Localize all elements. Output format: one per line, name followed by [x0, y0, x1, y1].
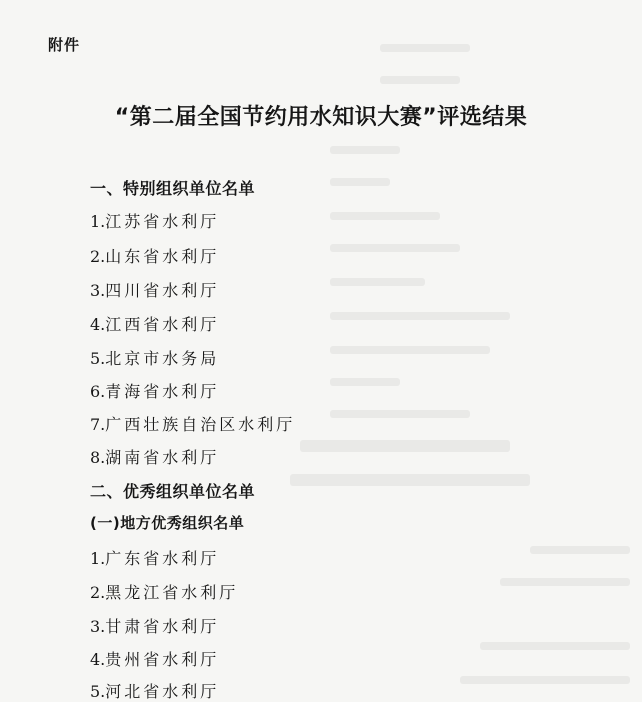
list-item	[90, 278, 219, 301]
list-item-number: 3.	[90, 617, 106, 636]
list-item	[90, 312, 219, 335]
list-item-number: 8.	[90, 448, 106, 467]
list-item-name: 江苏省水利厅	[105, 212, 220, 231]
list-item	[90, 445, 219, 468]
list-item-name: 山东省水利厅	[105, 247, 220, 266]
list-item	[90, 614, 219, 637]
list-item	[90, 412, 295, 435]
subsection-heading-local: (一)地方优秀组织名单	[90, 514, 245, 532]
list-item	[90, 580, 238, 603]
attachment-label: 附件	[48, 36, 81, 54]
list-item-name: 湖南省水利厅	[105, 448, 220, 467]
list-item-name: 黑龙江省水利厅	[105, 583, 239, 602]
list-item-number: 4.	[90, 650, 106, 669]
list-item-number: 5.	[90, 349, 106, 368]
list-item-number: 7.	[90, 415, 106, 434]
list-item-number: 2.	[90, 247, 106, 266]
list-item	[90, 679, 219, 702]
list-item	[90, 346, 219, 369]
document-title: “第二届全国节约用水知识大赛”评选结果	[114, 105, 528, 130]
list-item	[90, 379, 219, 402]
list-item-number: 5.	[90, 682, 106, 701]
list-item-name: 贵州省水利厅	[105, 650, 220, 669]
section-heading-special: 一、特别组织单位名单	[90, 179, 256, 198]
list-item-number: 6.	[90, 382, 106, 401]
list-item-name: 江西省水利厅	[105, 315, 220, 334]
list-item-number: 1.	[90, 212, 106, 231]
list-item-name: 四川省水利厅	[105, 281, 220, 300]
list-item-name: 甘肃省水利厅	[105, 617, 220, 636]
list-item-name: 广西壮族自治区水利厅	[105, 415, 296, 434]
list-item-name: 北京市水务局	[105, 349, 220, 368]
section-heading-excellent: 二、优秀组织单位名单	[90, 482, 256, 501]
list-item	[90, 209, 219, 232]
list-item-number: 3.	[90, 281, 106, 300]
list-item-number: 2.	[90, 583, 106, 602]
list-item-number: 4.	[90, 315, 106, 334]
list-item	[90, 244, 219, 267]
list-item	[90, 546, 219, 569]
list-item-name: 广东省水利厅	[105, 549, 220, 568]
list-item	[90, 647, 219, 670]
list-item-name: 河北省水利厅	[105, 682, 220, 701]
list-item-name: 青海省水利厅	[105, 382, 220, 401]
list-item-number: 1.	[90, 549, 106, 568]
